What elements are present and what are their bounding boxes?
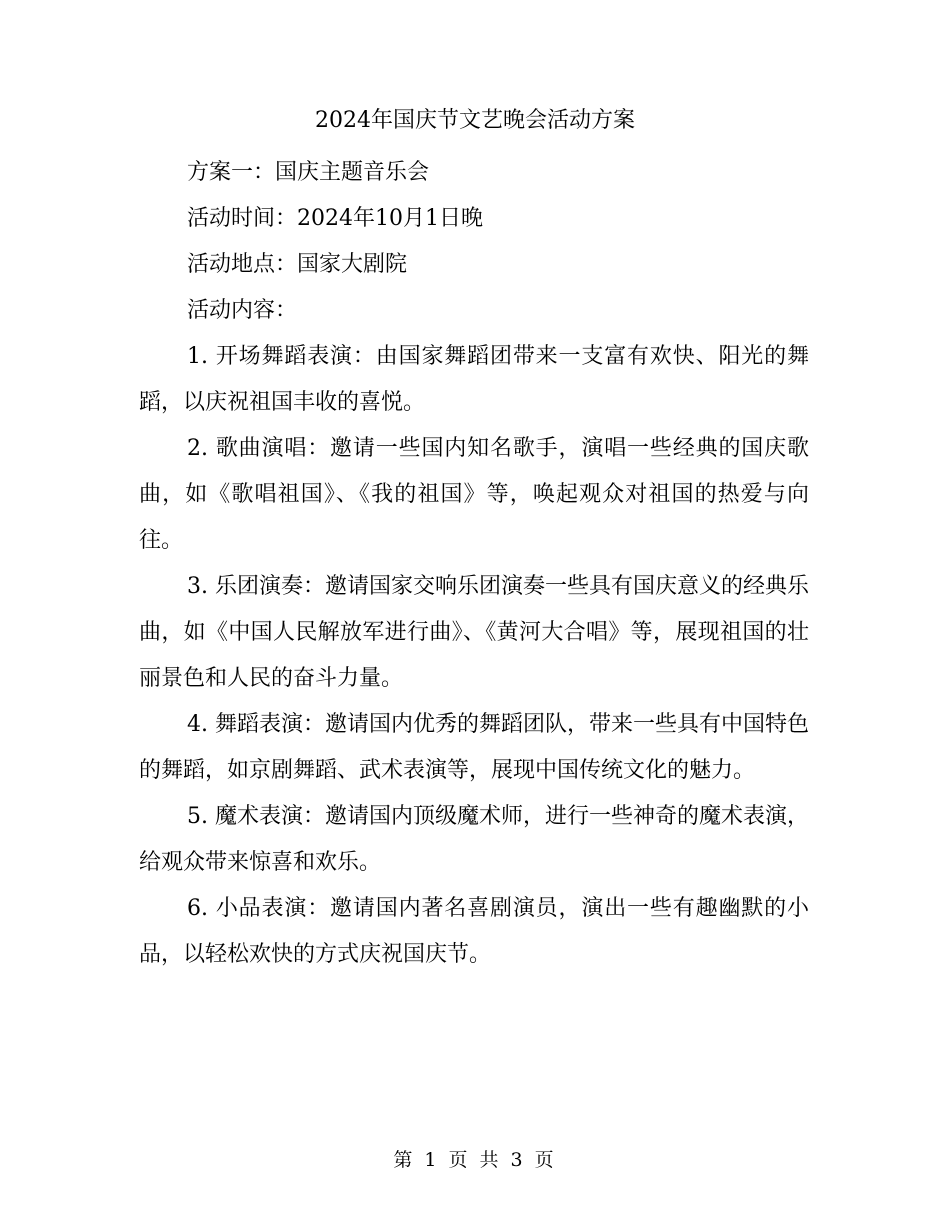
event-time: 活动时间：2024年10月1日晚 [187, 206, 483, 231]
content-item-1: 1. 开场舞蹈表演：由国家舞蹈团带来一支富有欢快、阳光的舞蹈，以庆祝祖国丰收的喜悦。 [139, 344, 809, 415]
event-location: 活动地点：国家大剧院 [187, 252, 408, 277]
content-item-2: 2. 歌曲演唱：邀请一些国内知名歌手，演唱一些经典的国庆歌曲，如《歌唱祖国》、《我的祖国》等，唤起观众对祖国的热爱与向往。 [139, 436, 809, 553]
content-item-3: 3. 乐团演奏：邀请国家交响乐团演奏一些具有国庆意义的经典乐曲，如《中国人民解放军进行曲》、《黄河大合唱》等，展现祖国的壮丽景色和人民的奋斗力量。 [139, 574, 809, 691]
document-title: 2024年国庆节文艺晚会活动方案 [315, 108, 635, 133]
content-item-4: 4. 舞蹈表演：邀请国内优秀的舞蹈团队，带来一些具有中国特色的舞蹈，如京剧舞蹈、武术表演等，展现中国传统文化的魅力。 [139, 712, 809, 783]
content-heading: 活动内容： [187, 298, 298, 323]
content-item-5: 5. 魔术表演：邀请国内顶级魔术师，进行一些神奇的魔术表演，给观众带来惊喜和欢乐。 [139, 804, 809, 875]
plan-heading: 方案一：国庆主题音乐会 [187, 160, 430, 185]
document-body [139, 150, 809, 978]
page-indicator: 第 1 页 共 3 页 [393, 1149, 557, 1171]
content-item-6: 6. 小品表演：邀请国内著名喜剧演员，演出一些有趣幽默的小品，以轻松欢快的方式庆祝国庆节。 [139, 896, 809, 967]
